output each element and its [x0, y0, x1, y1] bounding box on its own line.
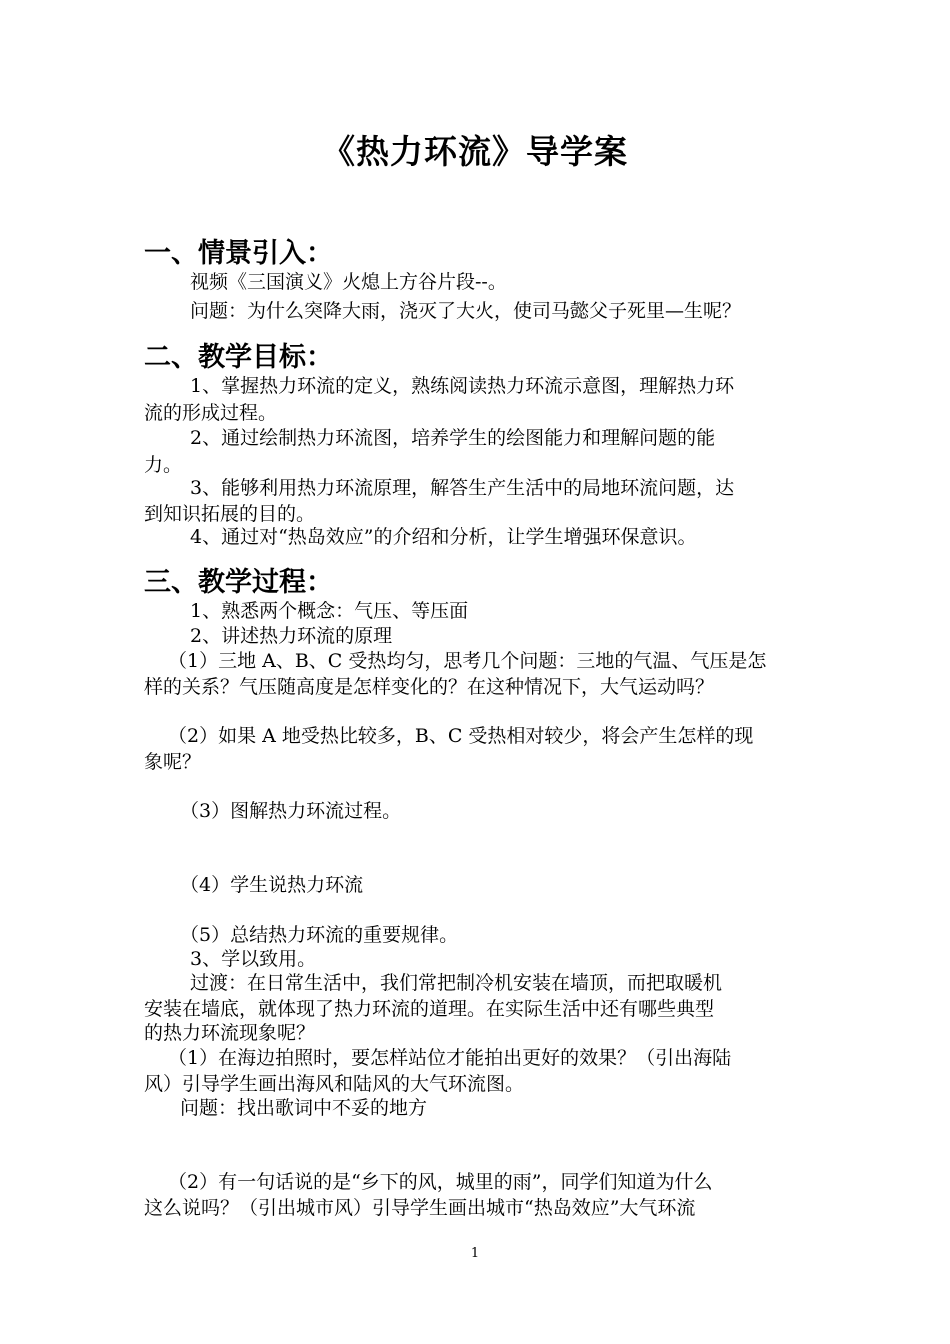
question-5: （5）总结热力环流的重要规律。 — [180, 924, 459, 946]
section-heading-process: 三、教学过程： — [144, 567, 333, 598]
question-3: （3）图解热力环流过程。 — [180, 800, 402, 822]
question-2-line-1: （2）如果 A 地受热比较多，B、C 受热相对较少，将会产生怎样的现 — [168, 725, 754, 747]
question-1-line-1: （1）三地 A、B、C 受热均匀，思考几个问题：三地的气温、气压是怎 — [168, 650, 767, 672]
section-heading-goals: 二、教学目标： — [144, 342, 333, 373]
document-title: 《热力环流》导学案 — [322, 132, 628, 171]
transition-line-3: 的热力环流现象呢？ — [144, 1022, 316, 1044]
transition-line-1: 过渡：在日常生活中，我们常把制冷机安装在墙顶，而把取暖机 — [190, 972, 723, 994]
goal-1-line-1: 1、掌握热力环流的定义，熟练阅读热力环流示意图，理解热力环 — [190, 375, 735, 397]
intro-line-2: 问题：为什么突降大雨，浇灭了大火，使司马懿父子死里—生呢？ — [190, 300, 742, 322]
goal-4: 4、通过对“热岛效应”的介绍和分析，让学生增强环保意识。 — [190, 526, 697, 548]
goal-2-line-1: 2、通过绘制热力环流图，培养学生的绘图能力和理解问题的能 — [190, 427, 716, 449]
question-4: （4）学生说热力环流 — [180, 874, 364, 896]
application-2-line-1: （2）有一句话说的是“乡下的风，城里的雨”，同学们知道为什么 — [168, 1171, 713, 1193]
application-1-question: 问题：找出歌词中不妥的地方 — [180, 1097, 428, 1119]
goal-2-line-2: 力。 — [144, 454, 183, 476]
intro-line-1: 视频《三国演义》火熄上方谷片段--。 — [190, 271, 507, 293]
application-2-line-2: 这么说吗？（引出城市风）引导学生画出城市“热岛效应”大气环流 — [144, 1197, 696, 1219]
process-3: 3、学以致用。 — [190, 948, 317, 970]
process-2: 2、讲述热力环流的原理 — [190, 625, 393, 647]
application-1-line-2: 风）引导学生画出海风和陆风的大气环流图。 — [144, 1073, 525, 1095]
application-1-line-1: （1）在海边拍照时，要怎样站位才能拍出更好的效果？（引出海陆 — [168, 1047, 732, 1069]
section-heading-intro: 一、情景引入： — [144, 238, 333, 269]
question-2-line-2: 象呢？ — [144, 751, 202, 773]
page-number: 1 — [470, 1246, 480, 1261]
goal-3-line-2: 到知识拓展的目的。 — [144, 503, 316, 525]
goal-3-line-1: 3、能够利用热力环流原理，解答生产生活中的局地环流问题，达 — [190, 477, 735, 499]
transition-line-2: 安装在墙底，就体现了热力环流的道理。在实际生活中还有哪些典型 — [144, 998, 715, 1020]
goal-1-line-2: 流的形成过程。 — [144, 402, 278, 424]
process-1: 1、熟悉两个概念：气压、等压面 — [190, 600, 469, 622]
question-1-line-2: 样的关系？气压随高度是怎样变化的？在这种情况下，大气运动吗？ — [144, 676, 715, 698]
